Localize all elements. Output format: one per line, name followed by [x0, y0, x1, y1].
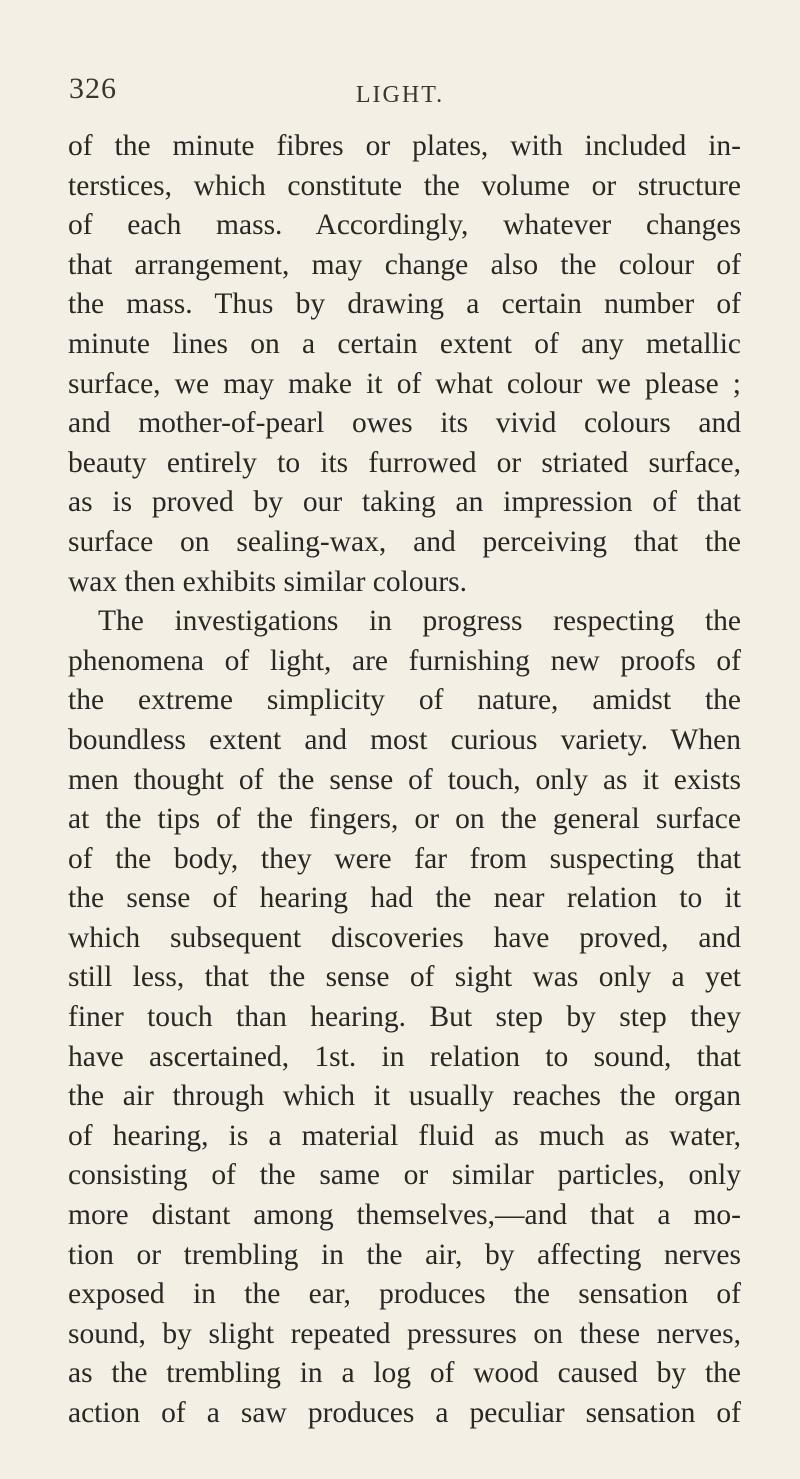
text-line: finer touch than hearing. But step by step they [68, 1001, 741, 1034]
text-line: consisting of the same or similar particles, only [68, 1159, 741, 1192]
text-line: of the minute fibres or plates, with included in- [68, 130, 741, 162]
text-line: more distant among themselves,—and that a mo- [68, 1199, 741, 1232]
text-line: wax then exhibits similar colours. [68, 565, 467, 598]
text-line: the extreme simplicity of nature, amidst the [68, 684, 741, 717]
text-line: surface, we may make it of what colour we please ; [68, 367, 741, 400]
text-line: which subsequent discoveries have proved, and [68, 921, 741, 954]
text-line: of each mass. Accordingly, whatever changes [68, 209, 741, 242]
text-line: that arrangement, may change also the colour of [68, 248, 741, 281]
running-head: LIGHT. [355, 82, 445, 108]
text-line: beauty entirely to its furrowed or striated surface, [68, 446, 741, 479]
text-line: surface on sealing-wax, and perceiving that the [68, 525, 741, 558]
text-line: have ascertained, 1st. in relation to sound, that [68, 1040, 741, 1073]
text-line: and mother-of-pearl owes its vivid colours and [68, 407, 741, 440]
text-line: still less, that the sense of sight was only a yet [68, 961, 741, 994]
text-line: the air through which it usually reaches the organ [68, 1080, 741, 1113]
text-line: terstices, which constitute the volume or structure [68, 169, 741, 202]
text-line: The investigations in progress respecting the [98, 605, 741, 638]
text-line: the mass. Thus by drawing a certain number of [68, 288, 741, 321]
text-line: tion or trembling in the air, by affecting nerves [68, 1238, 741, 1271]
text-line: of hearing, is a material fluid as much as water, [68, 1119, 741, 1152]
text-line: men thought of the sense of touch, only as it exists [68, 763, 741, 796]
text-line: exposed in the ear, produces the sensation of [68, 1278, 741, 1311]
page-number: 326 [69, 72, 117, 105]
text-line: phenomena of light, are furnishing new proofs of [68, 644, 741, 677]
text-line: boundless extent and most curious variety. When [68, 723, 741, 756]
text-line: as is proved by our taking an impression of that [68, 486, 741, 519]
text-line: the sense of hearing had the near relation to it [68, 882, 741, 915]
text-line: minute lines on a certain extent of any metallic [68, 327, 741, 360]
text-line: as the trembling in a log of wood caused by the [68, 1357, 741, 1390]
text-line: sound, by slight repeated pressures on these nerves, [68, 1317, 741, 1350]
text-line: at the tips of the fingers, or on the general surface [68, 803, 741, 836]
body-text [68, 127, 741, 1434]
text-line: of the body, they were far from suspecting that [68, 842, 741, 875]
text-line: action of a saw produces a peculiar sensation of [68, 1397, 741, 1429]
